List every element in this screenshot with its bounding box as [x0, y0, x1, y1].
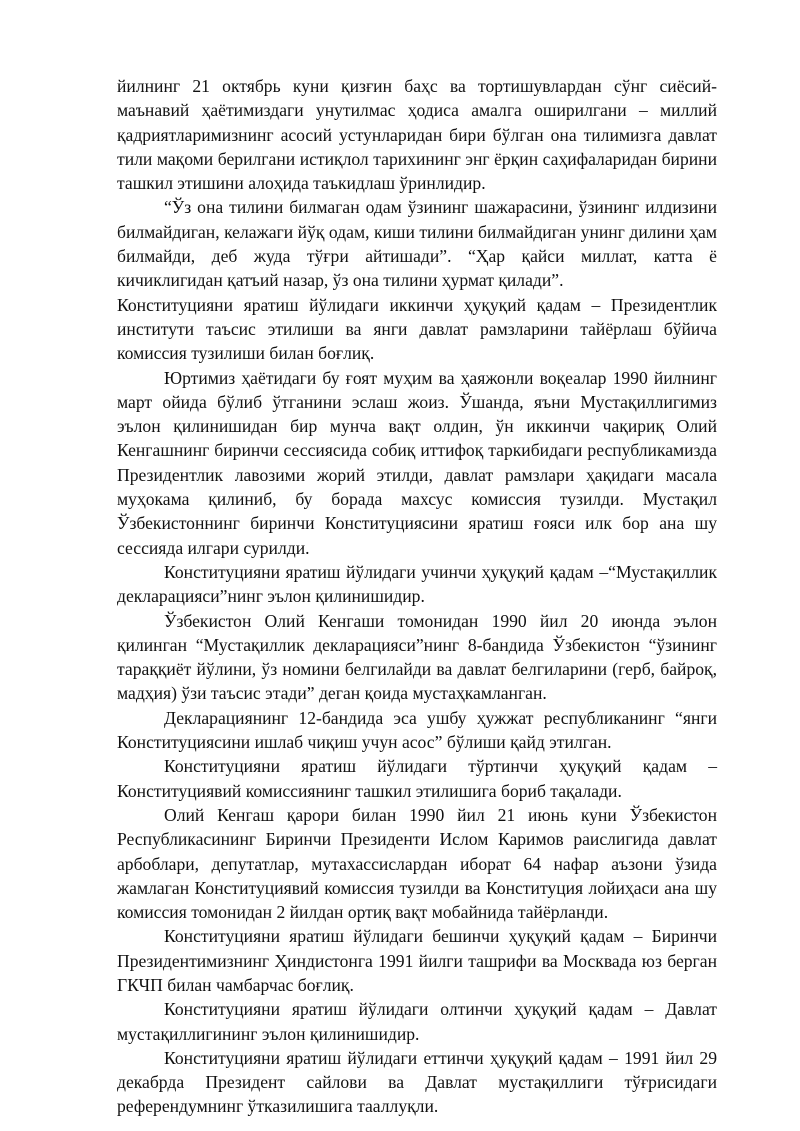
paragraph-native-language-quote: “Ўз она тилини билмаган одам ўзининг шажарасини, ўзининг илдизини билмайдиган, келажаги йўқ одам, киши тилини билмайдиган унинг дилини ҳам билмайди, деб жуда тўғри айтишади”. “Ҳар қайси миллат, катта ё кичиклигидан қатъий назар, ўз она тилини ҳурмат қилади”.	[117, 197, 717, 291]
paragraph-state-language-status: йилнинг 21 октябрь куни қизғин баҳс ва тортишувлардан сўнг сиёсий-маънавий ҳаётимиздаги унутилмас ҳодиса амалга оширилгани – миллий қадриятларимизнинг асосий устунларидан бири бўлган она тилимизга давлат тили мақоми берилгани истиқлол тарихининг энг ёрқин саҳифаларидан бирини ташкил этишини алоҳида таъкидлаш ўринлидир.	[117, 76, 717, 194]
paragraph-sixth-legal-step: Конституцияни яратиш йўлидаги олтинчи ҳуқуқий қадам – Давлат мустақиллигининг эълон қилинишидир.	[117, 999, 717, 1044]
paragraph-march-1990-session: Юртимиз ҳаётидаги бу ғоят муҳим ва ҳаяжонли воқеалар 1990 йилнинг март ойида бўлиб ўтганини эслаш жоиз. Ўшанда, яъни Мустақиллигимиз эълон қилинишидан бир мунча вақт олдин, ўн иккинчи чақириқ Олий Кенгашнинг биринчи сессиясида собиқ иттифоқ таркибидаги республикамизда Президентлик лавозими жорий этилди, давлат рамзлари ҳақидаги масала муҳокама қилиниб, бу борада махсус комиссия тузилди. Мустақил Ўзбекистоннинг биринчи Конституциясини яратиш ғояси илк бор ана шу сессияда илгари сурилди.	[117, 367, 717, 558]
paragraph-third-legal-step: Конституцияни яратиш йўлидаги учинчи ҳуқуқий қадам –“Мустақиллик декларацияси”нинг эълон қилинишидир.	[117, 561, 717, 607]
paragraph-constitutional-commission: Олий Кенгаш қарори билан 1990 йил 21 июнь куни Ўзбекистон Республикасининг Биринчи Президенти Ислом Каримов раислигида давлат арбоблари, депутатлар, мутахассислардан иборат 64 нафар аъзони ўзида жамлаган Конституциявий комиссия тузилди ва Конституция лойиҳаси ана шу комиссия томонидан 2 йилдан ортиқ вақт мобайнида тайёрланди.	[117, 804, 717, 923]
paragraph-independence-declaration: Ўзбекистон Олий Кенгаши томонидан 1990 йил 20 июнда эълон қилинган “Мустақиллик декларацияси”нинг 8-бандида Ўзбекистон “ўзининг тараққиёт йўлини, ўз номини белгилайди ва давлат белгиларини (герб, байроқ, мадҳия) ўзи таъсис этади” деган қоида мустаҳкамланган.	[117, 610, 717, 704]
paragraph-fourth-legal-step: Конституцияни яратиш йўлидаги тўртинчи ҳуқуқий қадам – Конституциявий комиссиянинг ташкил этилишига бориб тақалади.	[117, 756, 717, 801]
document-page	[117, 74, 717, 1119]
paragraph-seventh-legal-step: Конституцияни яратиш йўлидаги еттинчи ҳуқуқий қадам – 1991 йил 29 декабрда Президент сайлови ва Давлат мустақиллиги тўғрисидаги референдумнинг ўтказилишига тааллуқли.	[117, 1047, 717, 1117]
paragraph-declaration-article-12: Декларациянинг 12-бандида эса ушбу ҳужжат республиканинг “янги Конституциясини ишлаб чиқиш учун асос” бўлиши қайд этилган.	[117, 707, 717, 753]
paragraph-fifth-legal-step: Конституцияни яратиш йўлидаги бешинчи ҳуқуқий қадам – Биринчи Президентимизнинг Ҳиндистонга 1991 йилги ташрифи ва Москвада юз берган ГКЧП билан чамбарчас боғлиқ.	[117, 926, 717, 995]
paragraph-second-legal-step: Конституцияни яратиш йўлидаги иккинчи ҳуқуқий қадам – Президентлик институти таъсис этилиши ва янги давлат рамзларини тайёрлаш бўйича комиссия тузилиши билан боғлиқ.	[117, 294, 717, 364]
